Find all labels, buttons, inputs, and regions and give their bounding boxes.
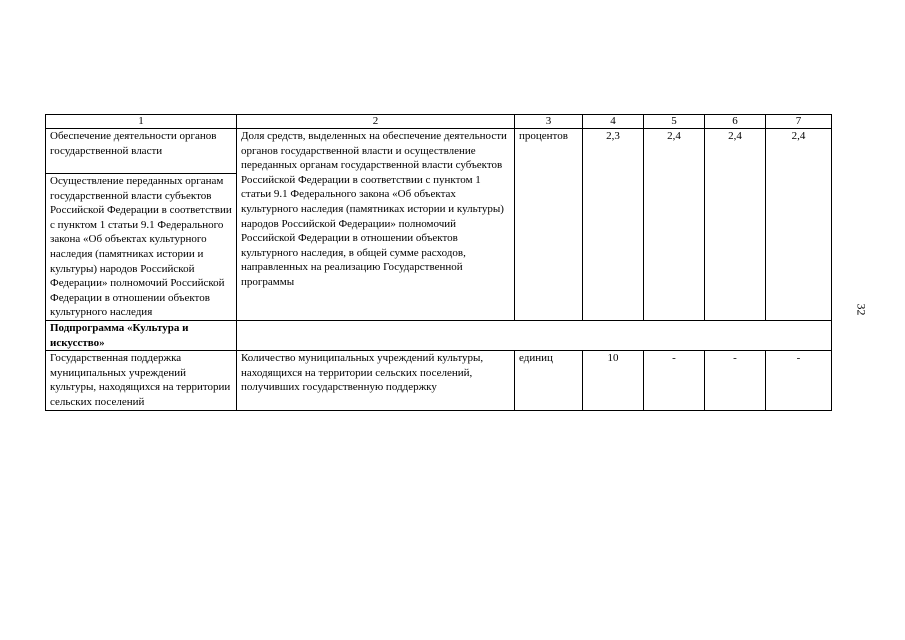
header-cell-7: 7 bbox=[766, 115, 832, 129]
table-row bbox=[46, 351, 832, 410]
value-cell-7: - bbox=[766, 351, 832, 410]
subprogram-title-cell: Подпрограмма «Культура и искусство» bbox=[46, 320, 237, 350]
header-cell-1: 1 bbox=[46, 115, 237, 129]
indicators-table bbox=[45, 114, 832, 411]
table-row bbox=[46, 129, 832, 174]
subprogram-row bbox=[46, 320, 832, 350]
activity-name-cell: Государственная поддержка муниципальных учреждений культуры, находящихся на территории сельских поселений bbox=[46, 351, 237, 410]
header-cell-3: 3 bbox=[515, 115, 583, 129]
header-cell-2: 2 bbox=[237, 115, 515, 129]
table-header-row bbox=[46, 115, 832, 129]
empty-cell bbox=[237, 320, 832, 350]
value-cell-7: 2,4 bbox=[766, 129, 832, 321]
activity-name-cell: Осуществление переданных органам государственной власти субъектов Российской Федерации в соответствии с пунктом 1 статьи 9.1 Федерального закона «Об объектах культурного наследия (памятниках истории и культуры) народов Российской Федерации» полномочий Российской Федерации в отношении объектов культурного наследия bbox=[46, 174, 237, 321]
unit-cell: процентов bbox=[515, 129, 583, 321]
indicator-name-cell: Доля средств, выделенных на обеспечение деятельности органов государственной власти и осуществление переданных органам государственной власти субъектов Российской Федерации в соответствии с пунктом 1 статьи 9.1 Федерального закона «Об объектах культурного наследия (памятниках истории и культуры) народов Российской Федерации» полномочий Российской Федерации в отношении объектов культурного наследия, в общей сумме расходов, направленных на реализацию Государственной программы bbox=[237, 129, 515, 321]
value-cell-5: 2,4 bbox=[644, 129, 705, 321]
indicator-name-cell: Количество муниципальных учреждений культуры, находящихся на территории сельских поселений, получивших государственную поддержку bbox=[237, 351, 515, 410]
value-cell-4: 10 bbox=[583, 351, 644, 410]
activity-name-cell: Обеспечение деятельности органов государственной власти bbox=[46, 129, 237, 174]
value-cell-6: 2,4 bbox=[705, 129, 766, 321]
page-number: 32 bbox=[854, 303, 869, 316]
value-cell-4: 2,3 bbox=[583, 129, 644, 321]
header-cell-6: 6 bbox=[705, 115, 766, 129]
unit-cell: единиц bbox=[515, 351, 583, 410]
header-cell-5: 5 bbox=[644, 115, 705, 129]
value-cell-5: - bbox=[644, 351, 705, 410]
header-cell-4: 4 bbox=[583, 115, 644, 129]
value-cell-6: - bbox=[705, 351, 766, 410]
